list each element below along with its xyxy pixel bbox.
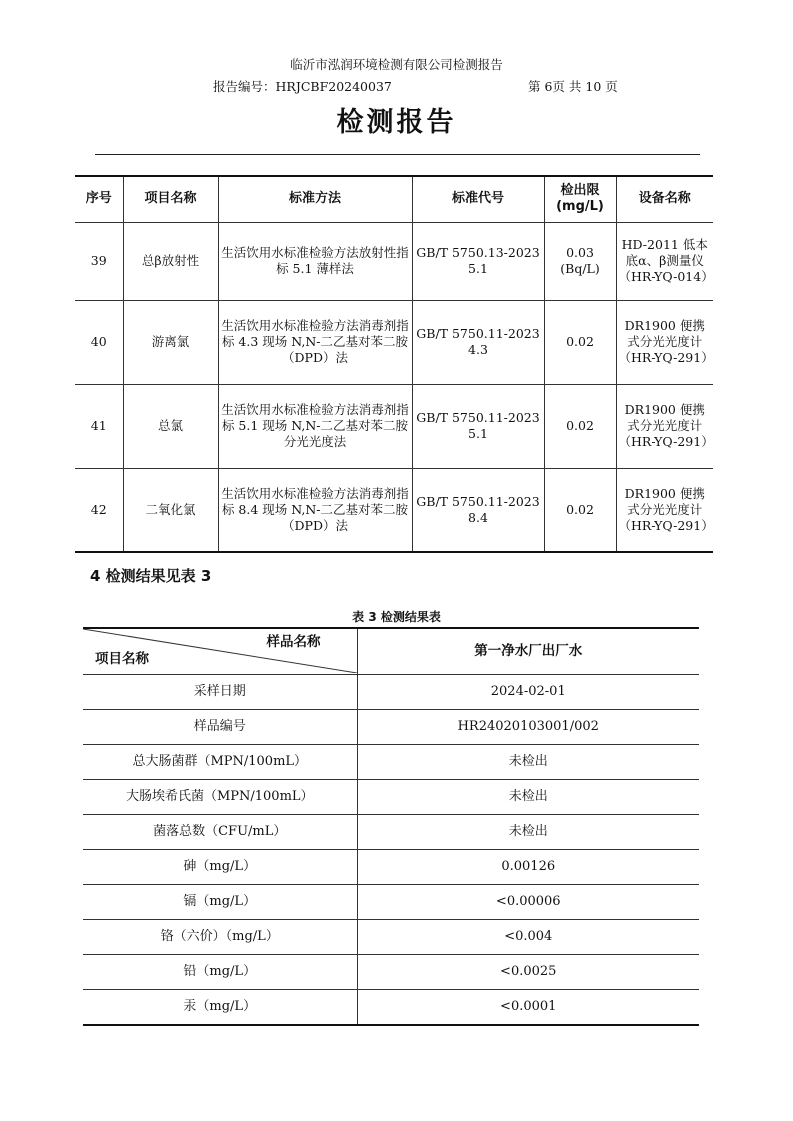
row-label: 铅（mg/L） [83, 954, 357, 989]
row-label: 总大肠菌群（MPN/100mL） [83, 744, 357, 779]
cell-equipment: DR1900 便携式分光光度计（HR-YQ-291） [616, 300, 713, 384]
row-label: 菌落总数（CFU/mL） [83, 814, 357, 849]
row-label: 镉（mg/L） [83, 884, 357, 919]
cell-item: 总β放射性 [123, 222, 218, 300]
header-item: 项目名称 [123, 176, 218, 222]
cell-method: 生活饮用水标准检验方法消毒剂指标 5.1 现场 N,N-二乙基对苯二胺分光光度法 [218, 384, 412, 468]
page-indicator: 第 6页 共 10 页 [528, 79, 618, 94]
row-value: HR24020103001/002 [357, 709, 699, 744]
cell-limit: 0.02 [544, 300, 616, 384]
row-value: 未检出 [357, 744, 699, 779]
results-table [83, 627, 699, 1026]
cell-equipment: DR1900 便携式分光光度计（HR-YQ-291） [616, 384, 713, 468]
results-header-row [83, 628, 699, 674]
row-label: 铬（六价）（mg/L） [83, 919, 357, 954]
cell-method: 生活饮用水标准检验方法消毒剂指标 8.4 现场 N,N-二乙基对苯二胺（DPD）法 [218, 468, 412, 552]
header-method: 标准方法 [218, 176, 412, 222]
table-row [83, 744, 699, 779]
section-heading: 4 检测结果见表 3 [90, 567, 212, 585]
cell-code: GB/T 5750.11-2023 8.4 [412, 468, 544, 552]
cell-item: 总氯 [123, 384, 218, 468]
header-seq: 序号 [75, 176, 123, 222]
table-row [83, 779, 699, 814]
row-value: <0.0001 [357, 989, 699, 1025]
header-limit [544, 176, 616, 222]
cell-limit: 0.02 [544, 384, 616, 468]
row-value: 未检出 [357, 779, 699, 814]
row-value: 未检出 [357, 814, 699, 849]
table-row [75, 468, 713, 552]
row-label: 砷（mg/L） [83, 849, 357, 884]
table-row [83, 919, 699, 954]
header-item-name: 项目名称 [95, 651, 149, 667]
cell-code: GB/T 5750.13-2023 5.1 [412, 222, 544, 300]
title-divider [95, 154, 700, 155]
header-code: 标准代号 [412, 176, 544, 222]
row-label: 大肠埃希氏菌（MPN/100mL） [83, 779, 357, 814]
cell-limit: 0.03 (Bq/L) [544, 222, 616, 300]
diagonal-header-cell [83, 628, 357, 674]
cell-seq: 42 [75, 468, 123, 552]
table-row [83, 954, 699, 989]
table-row [83, 814, 699, 849]
table-row [83, 849, 699, 884]
cell-seq: 41 [75, 384, 123, 468]
header-sample-name: 样品名称 [266, 634, 321, 650]
header-limit-line2: (mg/L) [556, 199, 604, 215]
row-label: 汞（mg/L） [83, 989, 357, 1025]
cell-method: 生活饮用水标准检验方法放射性指标 5.1 薄样法 [218, 222, 412, 300]
table-row [75, 222, 713, 300]
row-value: <0.00006 [357, 884, 699, 919]
table-caption: 表 3 检测结果表 [352, 610, 441, 624]
row-value: 2024-02-01 [357, 674, 699, 709]
cell-seq: 40 [75, 300, 123, 384]
cell-equipment: HD-2011 低本底α、β测量仪（HR-YQ-014） [616, 222, 713, 300]
table-row [83, 674, 699, 709]
cell-item: 游离氯 [123, 300, 218, 384]
report-number: 报告编号：HRJCBF20240037 [213, 79, 392, 94]
cell-method: 生活饮用水标准检验方法消毒剂指标 4.3 现场 N,N-二乙基对苯二胺（DPD）法 [218, 300, 412, 384]
cell-limit: 0.02 [544, 468, 616, 552]
cell-item: 二氧化氯 [123, 468, 218, 552]
cell-equipment: DR1900 便携式分光光度计（HR-YQ-291） [616, 468, 713, 552]
table-row [83, 884, 699, 919]
header-limit-line1: 检出限 [560, 183, 600, 199]
methods-header-row [75, 176, 713, 222]
company-report-header: 临沂市泓润环境检测有限公司检测报告 [290, 57, 503, 72]
row-label: 采样日期 [83, 674, 357, 709]
cell-code: GB/T 5750.11-2023 5.1 [412, 384, 544, 468]
header-equipment: 设备名称 [616, 176, 713, 222]
table-row [83, 709, 699, 744]
row-value: <0.0025 [357, 954, 699, 989]
table-row [83, 989, 699, 1025]
row-label: 样品编号 [83, 709, 357, 744]
cell-code: GB/T 5750.11-2023 4.3 [412, 300, 544, 384]
cell-seq: 39 [75, 222, 123, 300]
row-value: <0.004 [357, 919, 699, 954]
table-row [75, 384, 713, 468]
sample-name: 第一净水厂出厂水 [357, 628, 699, 674]
methods-table [75, 175, 713, 553]
row-value: 0.00126 [357, 849, 699, 884]
page-title: 检测报告 [336, 107, 457, 138]
table-row [75, 300, 713, 384]
